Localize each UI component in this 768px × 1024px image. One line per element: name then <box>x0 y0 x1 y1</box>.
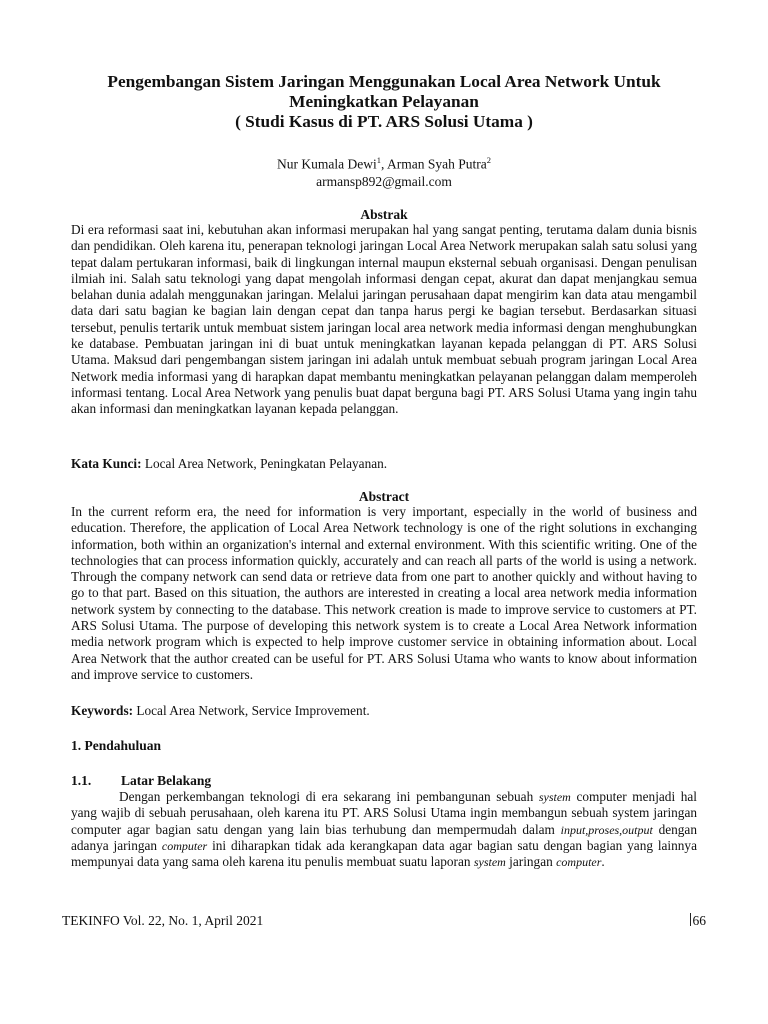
title-line-1: Pengembangan Sistem Jaringan Menggunakan Local Area Network Untuk <box>107 72 661 91</box>
subsection-title: Latar Belakang <box>121 773 212 788</box>
keywords-values: Local Area Network, Service Improvement. <box>133 703 370 718</box>
paragraph-text-2: computer menjadi hal yang wajib di sebuah perusahaan, oleh karena itu PT. ARS Solusi Utama ingin membangun sebuah system jaringan computer agar bagian satu dengan yang lain bias terhubung dan mempermudah dalam <box>71 789 698 837</box>
author-separator: , <box>380 156 387 172</box>
paragraph-italic-4: system <box>473 855 506 870</box>
footer-journal: TEKINFO Vol. 22, No. 1, April 2021 <box>62 913 264 928</box>
keywords <box>71 702 697 719</box>
paragraph-text-5: jaringan <box>505 854 557 870</box>
abstract-text: In the current reform era, the need for information is very important, especially in the world of business and education. Therefore, the application of Local Area Network technology is one of the right solutions in exchanging information, both within an organization's internal and external environment. With this scientific writing. One of the technologies that can process information quickly, accurately and can reach all parts of the world is using a network. Through the company network can send data or retrieve data from one part to another quickly and without having to go to that part. Based on this situation, the authors are interested in creating a local area network media information network system by connecting to the database. This network creation is made to improve service to customers at PT. ARS Solusi Utama. The purpose of developing this network system is to create a Local Area Network information media network program which is expected to help improve customer service in obtaining information about. Local Area Network that the author created can be useful for PT. ARS Solusi Utama who wants to know about information and improve service to customers. <box>71 504 697 682</box>
paragraph-italic-2: input,proses,output <box>560 822 653 837</box>
kata-kunci-values: Local Area Network, Peningkatan Pelayanan. <box>141 456 388 471</box>
paragraph-italic-5: computer <box>556 855 602 870</box>
author-2: Arman Syah Putra <box>387 156 487 172</box>
paragraph-text-6: . <box>601 854 605 870</box>
abstract-heading: Abstract <box>358 489 410 504</box>
latar-belakang-paragraph <box>71 789 697 870</box>
author-2-affiliation: 2 <box>486 155 491 165</box>
title-line-3: ( Studi Kasus di PT. ARS Solusi Utama ) <box>235 112 533 131</box>
subsection-heading-latar-belakang <box>71 772 211 789</box>
author-block <box>70 152 698 190</box>
section-heading-pendahuluan: 1. Pendahuluan <box>71 738 162 753</box>
author-1-affiliation: 1 <box>376 155 381 165</box>
abstrak-heading: Abstrak <box>360 207 408 222</box>
paper-title <box>70 72 698 132</box>
paragraph-italic-1: system <box>538 790 571 804</box>
footer-page-number <box>690 912 707 929</box>
paragraph-text-3: dengan adanya jaringan <box>71 821 697 853</box>
kata-kunci-label: Kata Kunci: <box>71 456 142 471</box>
title-line-2: Meningkatkan Pelayanan <box>289 92 479 111</box>
paragraph-text-4: ini diharapkan tidak ada kerangkapan data agar bagian satu dengan bagian yang lainnya mempunyai data yang sama oleh karena itu penulis membuat suatu laporan <box>71 837 697 870</box>
author-email: armansp892@gmail.com <box>316 173 452 189</box>
keywords-label: Keywords: <box>71 703 134 718</box>
paragraph-text-1: Dengan perkembangan teknologi di era sekarang ini pembangunan sebuah <box>119 789 539 804</box>
author-1: Nur Kumala Dewi <box>277 156 377 172</box>
abstrak-text: Di era reformasi saat ini, kebutuhan akan informasi merupakan hal yang sangat penting, terutama dalam dunia bisnis dan pendidikan. Oleh karena itu, penerapan teknologi jaringan Local Area Network merupakan salah satu solusi yang tepat dalam pertukaran informasi, baik di lingkungan internal maupun eksternal sebuah organisasi. Dengan penulisan ilmiah ini. Salah satu teknologi yang dapat mengolah informasi dengan cepat, akurat dan dapat menjangkau semua belahan dunia adalah menggunakan jaringan. Melalui jaringan perusahaan dapat mengirim kan data atau mengambil data dari satu bagian ke bagian lain dengan cepat dan tanpa harus pergi ke bagian tersebut. Berdasarkan situasi tersebut, penulis tertarik untuk membuat sistem jaringan local area network media informasi dengan menghubungkan ke database. Pembuatan jaringan ini di buat untuk meningkatkan layanan kepada pelanggan di PT. ARS Solusi Utama. Maksud dari pengembangan sistem jaringan ini adalah untuk membuat sebuah program jaringan Local Area Network media informasi yang di harapkan dapat membantu meningkatkan pelayanan pelanggan dalam memperoleh informasi tentang. Local Area Network yang penulis buat dapat berguna bagi PT. ARS Solusi Utama yang ingin tahu akan informasi dan meningkatkan layanan kepada pelanggan. <box>71 222 697 417</box>
page-number: 66 <box>692 913 706 928</box>
kata-kunci <box>71 455 697 472</box>
paragraph-italic-3: computer <box>161 838 208 853</box>
author-names <box>70 152 698 173</box>
subsection-number: 1.1. <box>71 773 92 788</box>
page-number-divider <box>690 913 691 926</box>
